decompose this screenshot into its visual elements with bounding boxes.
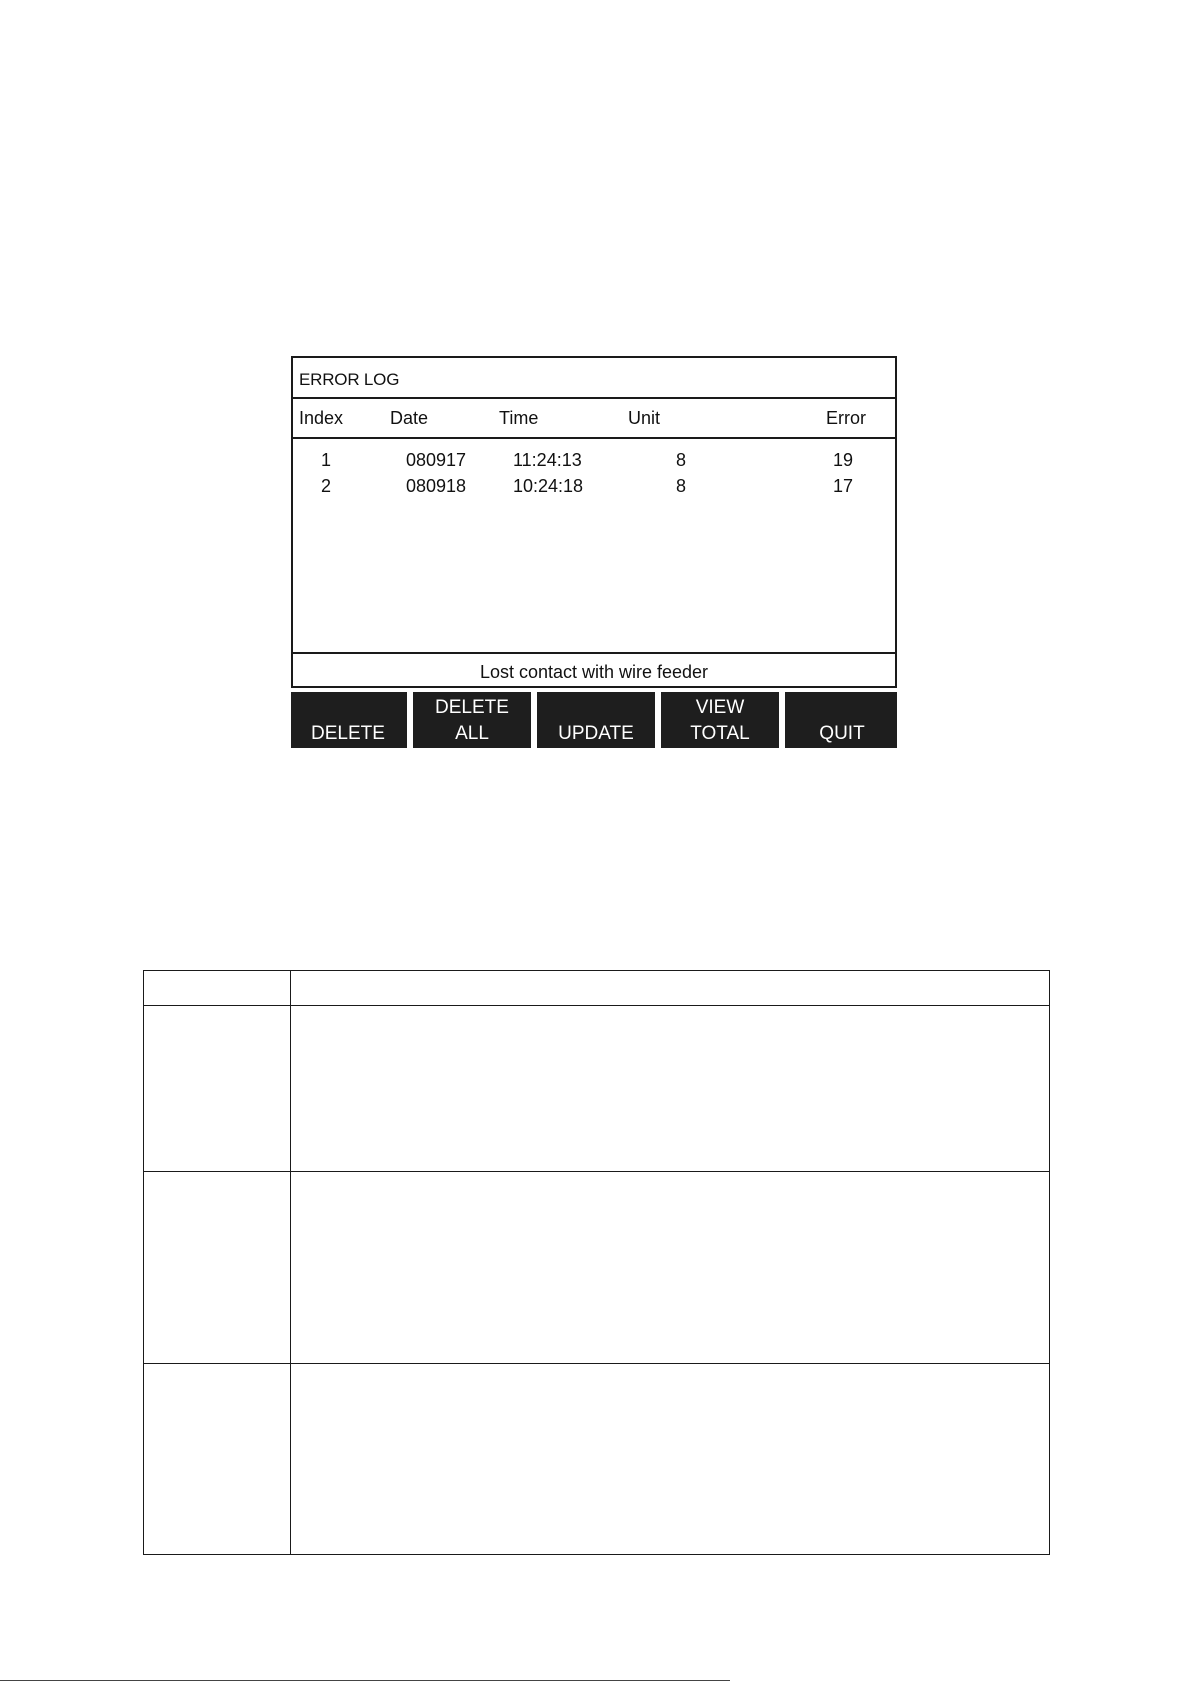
column-header-unit: Unit (628, 408, 661, 428)
quit-button[interactable]: QUIT (787, 692, 897, 748)
status-divider (293, 652, 895, 654)
screen-title: ERROR LOG (299, 370, 400, 389)
softkey-separator (777, 692, 787, 748)
row-unit: 8 (676, 476, 687, 496)
softkey-separator (405, 692, 415, 748)
table-row-divider (144, 1363, 1049, 1364)
description-table (143, 970, 1050, 1555)
row-date: 080918 (406, 476, 467, 496)
row-index: 2 (321, 476, 332, 496)
row-time: 10:24:18 (513, 476, 584, 496)
row-error: 19 (833, 450, 854, 470)
footer-rule (0, 1680, 730, 1681)
delete-button[interactable]: DELETE (291, 692, 405, 748)
column-header-time: Time (499, 408, 539, 428)
update-button[interactable]: UPDATE (539, 692, 653, 748)
error-log-screen (291, 356, 897, 688)
view-total-button[interactable]: VIEW TOTAL (663, 692, 777, 748)
row-time: 11:24:13 (513, 450, 582, 470)
column-header-error: Error (826, 408, 866, 428)
row-index: 1 (321, 450, 332, 470)
table-row-divider (144, 1171, 1049, 1172)
table-header-divider (144, 1005, 1049, 1006)
header-divider (293, 437, 895, 439)
row-date: 080917 (406, 450, 467, 470)
column-header-date: Date (390, 408, 429, 428)
row-error: 17 (833, 476, 854, 496)
error-description: Lost contact with wire feeder (479, 662, 709, 682)
delete-all-button[interactable]: DELETE ALL (415, 692, 529, 748)
title-divider (293, 397, 895, 399)
softkey-separator (529, 692, 539, 748)
softkey-separator (653, 692, 663, 748)
softkey-bar (291, 692, 897, 748)
table-column-divider (290, 971, 291, 1554)
column-header-index: Index (299, 408, 344, 428)
row-unit: 8 (676, 450, 687, 470)
